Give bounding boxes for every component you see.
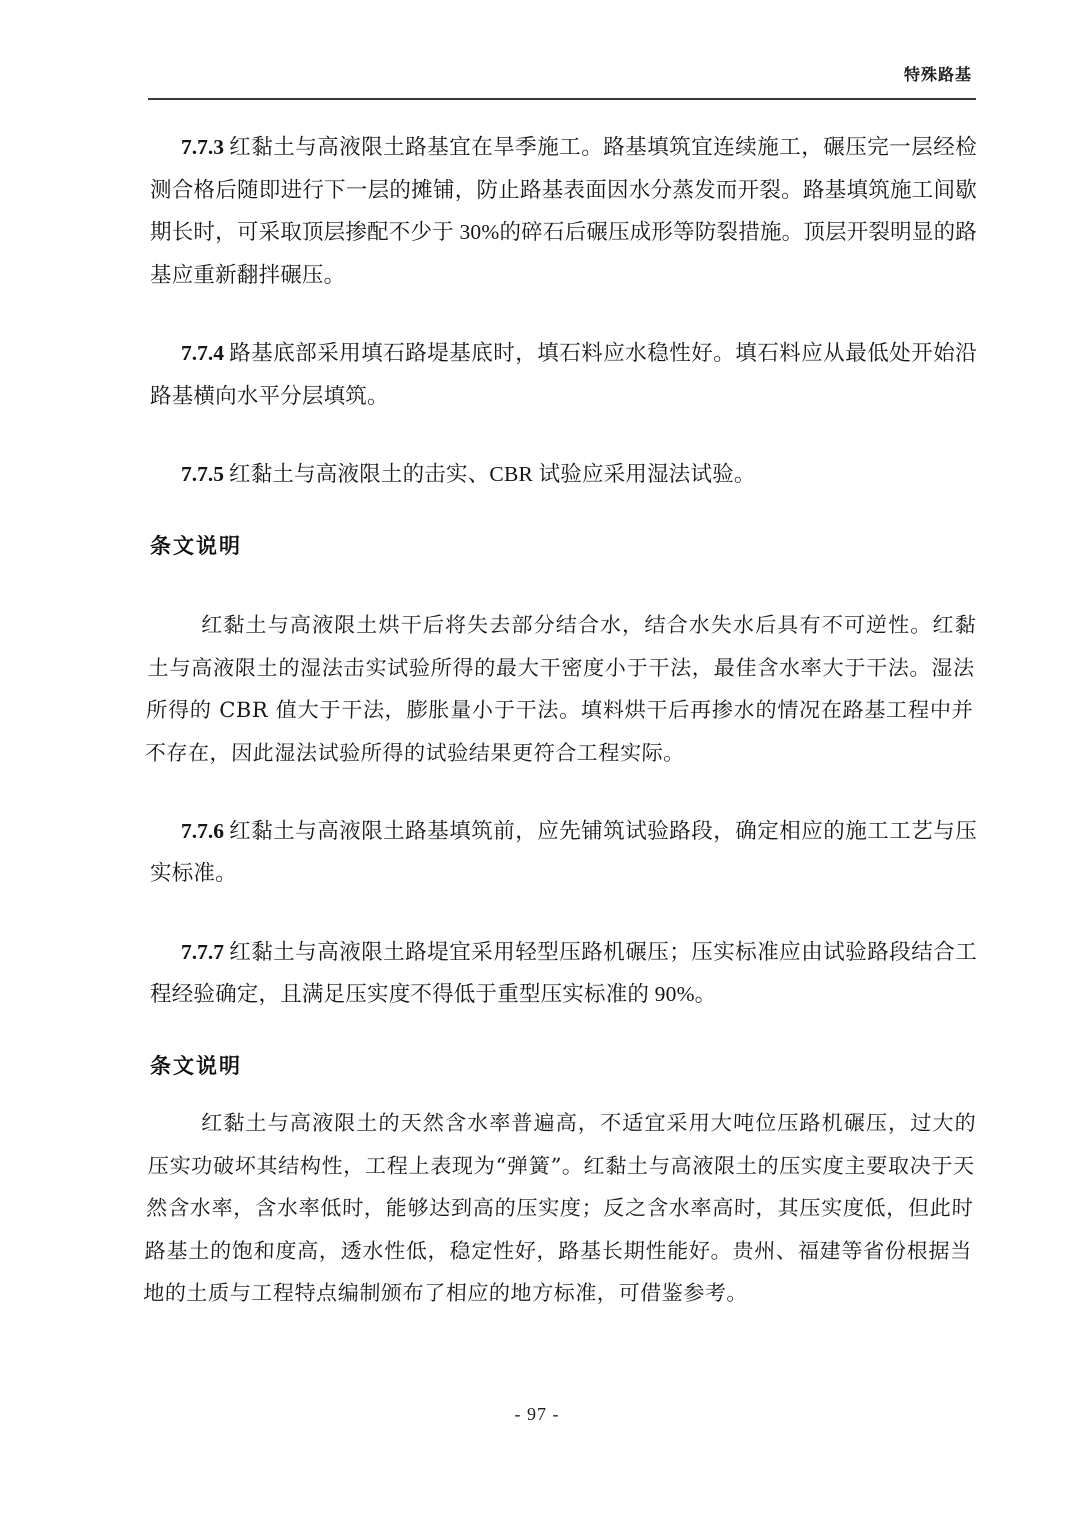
note-heading-2: 条文说明 — [150, 1052, 242, 1078]
clause-text-7-7-7: 红黏土与高液限土路堤宜采用轻型压路机碾压；压实标准应由试验路段结合工程经验确定，且满足压实度不得低于重型压实标准的 90%。 — [150, 939, 977, 1006]
clause-number-7-7-7: 7.7.7 — [181, 939, 224, 964]
clause-7-7-3 — [150, 126, 977, 296]
clause-number-7-7-5: 7.7.5 — [181, 462, 224, 486]
page-footer — [0, 1404, 1074, 1425]
clause-7-7-7 — [150, 931, 977, 1016]
note-heading-1: 条文说明 — [150, 532, 242, 558]
clause-text-7-7-6: 红黏土与高液限土路基填筑前，应先铺筑试验路段，确定相应的施工工艺与压实标准。 — [150, 818, 977, 885]
clause-number-7-7-6: 7.7.6 — [181, 818, 224, 843]
page-number: - 97 - — [514, 1404, 560, 1424]
clause-7-7-4 — [150, 332, 977, 417]
clause-number-7-7-4: 7.7.4 — [181, 341, 224, 365]
running-header — [148, 62, 976, 85]
spacer — [150, 582, 977, 604]
clause-text-7-7-4: 路基底部采用填石路堤基底时，填石料应水稳性好。填石料应从最低处开始沿路基横向水平分层填筑。 — [150, 341, 977, 408]
note-body-2: 红黏土与高液限土的天然含水率普遍高，不适宜采用大吨位压路机碾压，过大的压实功破坏其结构性，工程上表现为“弹簧”。红黏土与高液限土的压实度主要取决于天然含水率，含水率低时，能够达到高的压实度；反之含水率高时，其压实度低，但此时路基土的饱和度高，透水性低，稳定性好，路基长期性能好。贵州、福建等省份根据当地的土质与工程特点编制颁布了相应的地方标准，可借鉴参考。 — [142, 1110, 977, 1305]
clause-7-7-5 — [150, 453, 977, 496]
header-divider — [148, 98, 976, 100]
clause-text-7-7-5: 红黏土与高液限土的击实、CBR 试验应采用湿法试验。 — [229, 462, 756, 486]
clause-7-7-6 — [150, 810, 977, 895]
document-body — [142, 126, 977, 1344]
header-title: 特殊路基 — [903, 67, 972, 84]
note-body-1: 红黏土与高液限土烘干后将失去部分结合水，结合水失水后具有不可逆性。红黏土与高液限土的湿法击实试验所得的最大干密度小于干法，最佳含水率大于干法。湿法所得的 CBR 值大于干法，膨胀量小于干法。填料烘干后再掺水的情况在路基工程中并不存在，因此湿法试验所得的试验结果更符合工程实际。 — [144, 612, 977, 764]
clause-text-7-7-3: 红黏土与高液限土路基宜在旱季施工。路基填筑宜连续施工，碾压完一层经检测合格后随即进行下一层的摊铺，防止路基表面因水分蒸发而开裂。路基填筑施工间歇期长时，可采取顶层掺配不少于 30%的碎石后碾压成形等防裂措施。顶层开裂明显的路基应重新翻拌碾压。 — [150, 135, 977, 287]
clause-number-7-7-3: 7.7.3 — [181, 135, 224, 159]
